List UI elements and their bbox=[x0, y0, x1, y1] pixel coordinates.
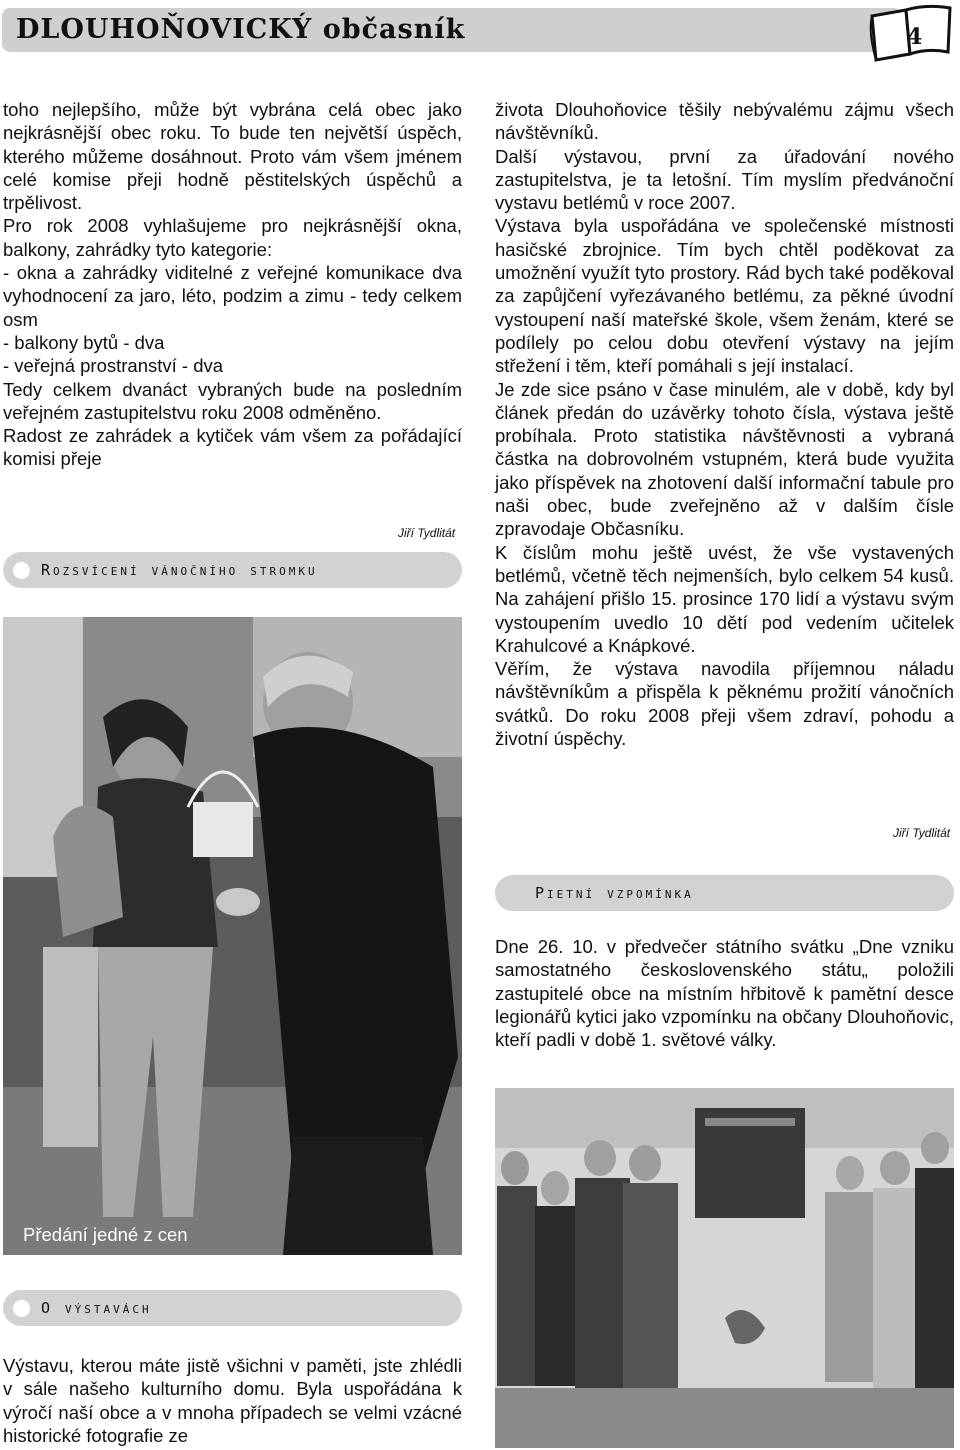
paragraph: K číslům mohu ještě uvést, že vše vystavených betlémů, včetně těch nejmenších, bylo celkem 54 kusů. Na zahájení přišlo 15. prosince 170 lidí a výstavu svým vystoupením uvedlo 10 dětí pod vedením učitelek Krahulcové a Knápkové. bbox=[495, 541, 954, 656]
right-column-text bbox=[495, 98, 954, 750]
paragraph: Tedy celkem dvanáct vybraných bude na posledním veřejném zastupitelstvu roku 2008 odměněno. bbox=[3, 378, 462, 423]
section-title: O výstavách bbox=[41, 1299, 152, 1317]
left-column-text bbox=[3, 98, 462, 471]
paragraph: Radost ze zahrádek a kytiček vám všem za pořádající komisi přeje bbox=[3, 425, 462, 470]
masthead-title: DLOUHOŇOVICKÝ občasník bbox=[16, 14, 466, 45]
paragraph: - veřejná prostranství - dva bbox=[3, 355, 224, 377]
section-title: Pietní vzpomínka bbox=[535, 884, 694, 902]
paragraph: Věřím, že výstava navodila příjemnou náladu návštěvníkům a přispěla k pěknému prožití vánočních svátků. Do roku 2008 přeji všem zdraví, pohodu a životní úspěchy. bbox=[495, 658, 954, 750]
paragraph: Pro rok 2008 vyhlašujeme pro nejkrásnější okna, balkony, zahrádky tyto kategorie: bbox=[3, 215, 462, 260]
paragraph: Dne 26. 10. v předvečer státního svátku „Dne vzniku samostatného československého státu„ položili zastupitelé obce na místním hřbitově k pamětní desce legionářů kytici jako vzpomínku na občany Dlouhoňovic, kteří padli v době 1. světové války. bbox=[495, 936, 954, 1051]
photo-illustration bbox=[495, 1088, 954, 1448]
photo-memorial-gathering bbox=[495, 1088, 954, 1448]
paragraph: Výstava byla uspořádána ve společenské místnosti hasičské zbrojnice. Tím bych chtěl poděkovat za umožnění využít tyto prostory. Rád bych také poděkoval za zapůjčení vyřezávaného betlému, za pěkné úvodní vystoupení naší mateřské škole, všem ženám, které se podílely po celou dobu otevření výstavy na jejím střežení i těm, kteří pomáhali s její instalací. bbox=[495, 215, 954, 377]
paragraph: Další výstavou, první za úřadování nového zastupitelstva, je ta letošní. Tím myslím předvánoční vystavu betlémů v roce 2007. bbox=[495, 145, 954, 214]
paragraph: Je zde sice psáno v čase minulém, ale v době, kdy byl článek předán do uzávěrky tohoto čísla, výstava ještě probíhala. Proto statistika návštěvnosti a vybraná částka na dobrovolném vstupném, která bude využita jako příspěvek na zhotovení další informační tabule pro naši obec, bude zveřejněno až v dalším čísle zpravodaje Občasníku. bbox=[495, 378, 954, 540]
paragraph: Výstavu, kterou máte jistě všichni v paměti, jste zhlédli v sále našeho kulturního domu. Byla uspořádána k výročí naší obce a v mnoha případech se velmi vzácné historické fotografie ze bbox=[3, 1355, 462, 1446]
photo-illustration bbox=[3, 617, 462, 1255]
photo-prize-handover bbox=[3, 617, 462, 1255]
memorial-text-block bbox=[495, 935, 954, 1051]
section-title: Rozsvícení vánočního stromku bbox=[41, 561, 318, 579]
photo-caption: Předání jedné z cen bbox=[23, 1224, 188, 1245]
section-heading-tree bbox=[3, 552, 462, 588]
paragraph: - okna a zahrádky viditelné z veřejné komunikace dva vyhodnocení za jaro, léto, podzim a zimu - tedy celkem osm bbox=[3, 262, 462, 330]
bullet-dot-icon bbox=[13, 562, 30, 579]
section-heading-memorial bbox=[495, 875, 954, 911]
author-signature: Jiří Tydlitát bbox=[398, 526, 456, 540]
paragraph: - balkony bytů - dva bbox=[3, 331, 165, 353]
bullet-dot-icon bbox=[13, 1300, 30, 1317]
author-signature: Jiří Tydlitát bbox=[893, 826, 951, 840]
page-number: 4 bbox=[907, 24, 923, 50]
paragraph: toho nejlepšího, může být vybrána celá obec jako nejkrásnější obec roku. To bude ten největší úspěch, kterého můžeme dosáhnout. Proto vám všem jménem celé komise přeji hodně pěstitelských úspěchů a trpělivost. bbox=[3, 99, 462, 214]
exhibitions-text-block bbox=[3, 1354, 462, 1447]
section-heading-exhibitions bbox=[3, 1290, 462, 1326]
paragraph: života Dlouhoňovice těšily nebývalému zájmu všech návštěvníků. bbox=[495, 99, 954, 144]
